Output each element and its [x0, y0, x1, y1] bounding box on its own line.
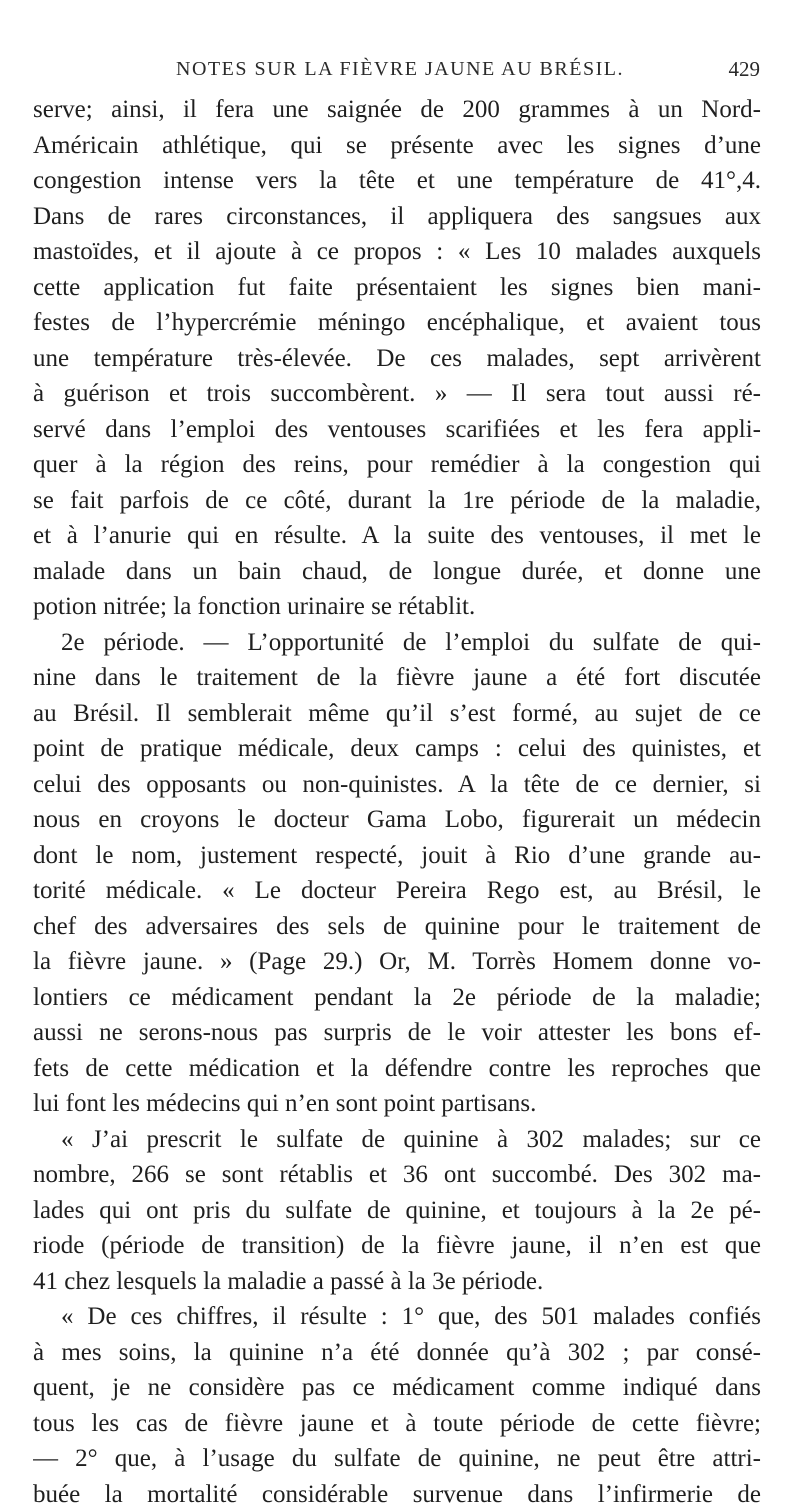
text-line: Américain athlétique, qui se présente avec les signes d’une: [33, 128, 761, 164]
text-line: buée la mortalité considérable survenue dans l’infirmerie de: [33, 1477, 761, 1512]
running-head: [0, 54, 800, 84]
text-line: riode (période de transition) de la fièvre jaune, il n’en est que: [33, 1228, 761, 1264]
text-line: — 2° que, à l’usage du sulfate de quinine, ne peut être attri-: [33, 1441, 761, 1477]
text-line: et à l’anurie qui en résulte. A la suite des ventouses, il met le: [33, 518, 761, 554]
text-line: aussi ne serons-nous pas surpris de le voir attester les bons ef-: [33, 1015, 761, 1051]
text-line: lui font les médecins qui n’en sont point partisans.: [33, 1086, 761, 1122]
text-line: 41 chez lesquels la maladie a passé à la 3e période.: [33, 1264, 761, 1300]
text-line: point de pratique médicale, deux camps : celui des quinistes, et: [33, 731, 761, 767]
text-line: nous en croyons le docteur Gama Lobo, figurerait un médecin: [33, 802, 761, 838]
text-line: lontiers ce médicament pendant la 2e période de la maladie;: [33, 980, 761, 1016]
text-line: torité médicale. « Le docteur Pereira Rego est, au Brésil, le: [33, 873, 761, 909]
text-line: au Brésil. Il semblerait même qu’il s’est formé, au sujet de ce: [33, 696, 761, 732]
text-line: nombre, 266 se sont rétablis et 36 ont succombé. Des 302 ma-: [33, 1157, 761, 1193]
text-line: la fièvre jaune. » (Page 29.) Or, M. Torrès Homem donne vo-: [33, 944, 761, 980]
text-line: servé dans l’emploi des ventouses scarifiées et les fera appli-: [33, 412, 761, 448]
text-line: à guérison et trois succombèrent. » — Il sera tout aussi ré-: [33, 376, 761, 412]
body-text: [33, 92, 761, 1512]
text-line: celui des opposants ou non-quinistes. A la tête de ce dernier, si: [33, 767, 761, 803]
text-line: serve; ainsi, il fera une saignée de 200 grammes à un Nord-: [33, 92, 761, 128]
text-line: mastoïdes, et il ajoute à ce propos : « Les 10 malades auxquels: [33, 234, 761, 270]
page-number: 429: [729, 54, 761, 84]
text-line: nine dans le traitement de la fièvre jaune a été fort discutée: [33, 660, 761, 696]
text-line: quer à la région des reins, pour remédier à la congestion qui: [33, 447, 761, 483]
text-line: lades qui ont pris du sulfate de quinine, et toujours à la 2e pé-: [33, 1193, 761, 1229]
text-line: chef des adversaires des sels de quinine pour le traitement de: [33, 909, 761, 945]
text-line: une température très-élevée. De ces malades, sept arrivèrent: [33, 341, 761, 377]
text-line: tous les cas de fièvre jaune et à toute période de cette fièvre;: [33, 1406, 761, 1442]
text-line: potion nitrée; la fonction urinaire se rétablit.: [33, 589, 761, 625]
text-line: fets de cette médication et la défendre contre les reproches que: [33, 1051, 761, 1087]
text-line: à mes soins, la quinine n’a été donnée qu’à 302 ; par consé-: [33, 1335, 761, 1371]
text-line: congestion intense vers la tête et une température de 41°,4.: [33, 163, 761, 199]
text-line: festes de l’hypercrémie méningo encéphalique, et avaient tous: [33, 305, 761, 341]
text-line: dont le nom, justement respecté, jouit à Rio d’une grande au-: [33, 838, 761, 874]
text-line: se fait parfois de ce côté, durant la 1re période de la maladie,: [33, 483, 761, 519]
text-line: quent, je ne considère pas ce médicament comme indiqué dans: [33, 1370, 761, 1406]
text-line: cette application fut faite présentaient les signes bien mani-: [33, 270, 761, 306]
running-title: NOTES SUR LA FIÈVRE JAUNE AU BRÉSIL.: [150, 54, 650, 84]
text-line: « J’ai prescrit le sulfate de quinine à 302 malades; sur ce: [33, 1122, 761, 1158]
text-line: Dans de rares circonstances, il appliquera des sangsues aux: [33, 199, 761, 235]
text-line: 2e période. — L’opportunité de l’emploi du sulfate de qui-: [33, 625, 761, 661]
text-line: malade dans un bain chaud, de longue durée, et donne une: [33, 554, 761, 590]
text-line: « De ces chiffres, il résulte : 1° que, des 501 malades confiés: [33, 1299, 761, 1335]
